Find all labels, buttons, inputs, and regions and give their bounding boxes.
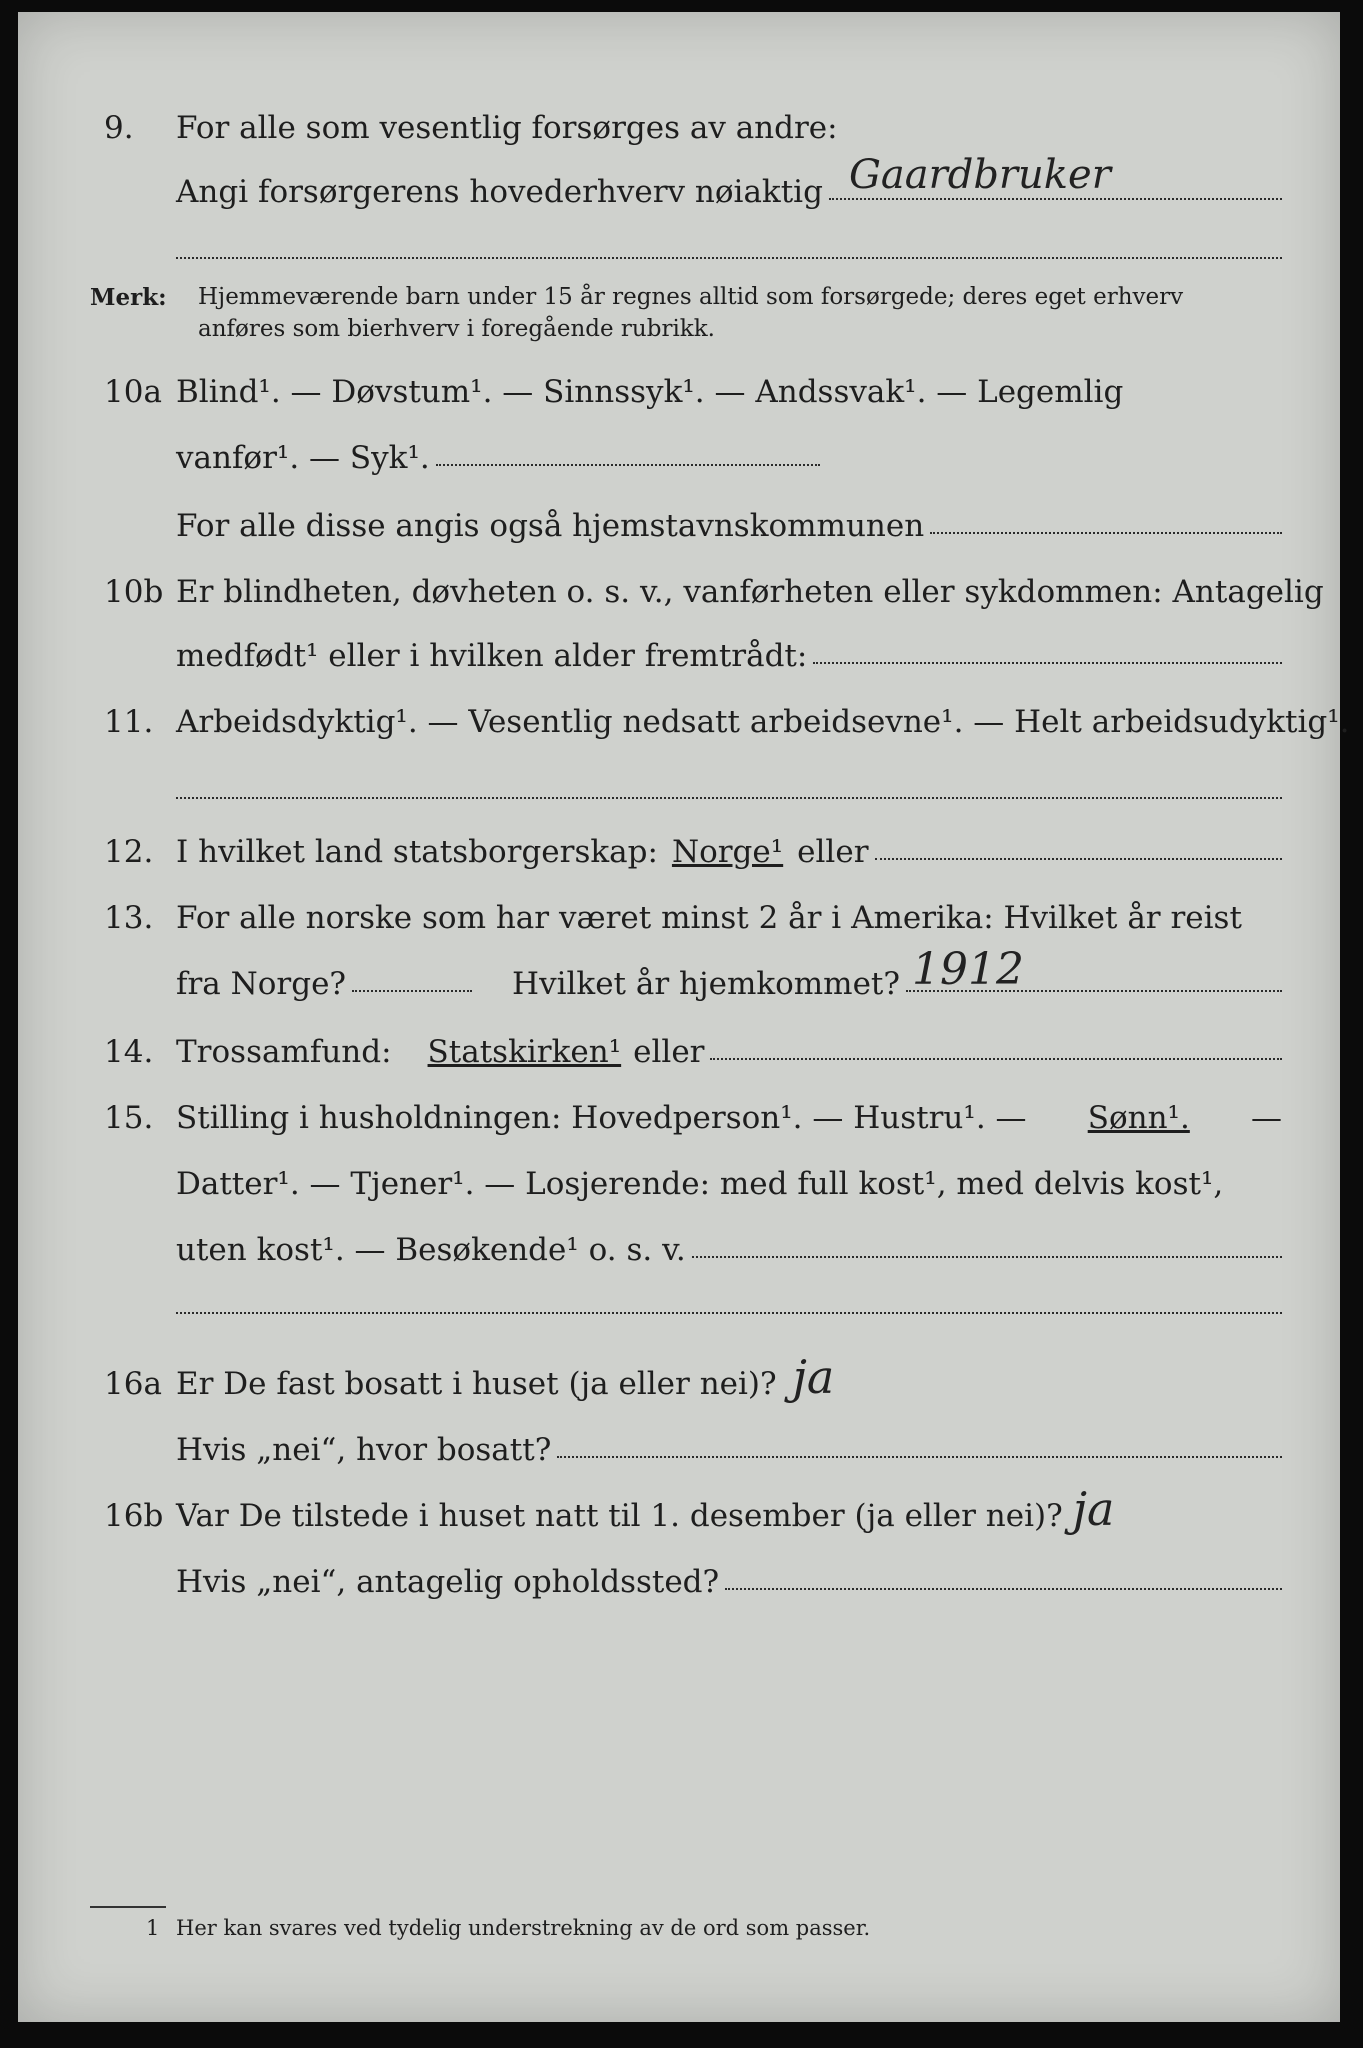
q15-line2: Datter¹. — Tjener¹. — Losjerende: med full kost¹, med delvis kost¹, xyxy=(176,1166,1224,1202)
q13-label-reist: fra Norge? xyxy=(176,966,347,1002)
census-form-page xyxy=(18,12,1350,2022)
q10a-line3 xyxy=(176,508,1282,544)
q15-extra-line xyxy=(176,1312,1282,1314)
q10b-line2-fill xyxy=(813,638,1282,664)
q13-answer: 1912 xyxy=(912,944,1024,995)
q10a-line1: Blind¹. — Døvstum¹. — Sinnssyk¹. — Andssvak¹. — Legemlig xyxy=(176,374,1124,410)
q10b-label2: medfødt¹ eller i hvilken alder fremtrådt: xyxy=(176,638,808,674)
q15-label3: uten kost¹. — Besøkende¹ o. s. v. xyxy=(176,1232,686,1268)
q16a-number: 16a xyxy=(104,1366,162,1402)
q15-line3 xyxy=(176,1232,1282,1268)
q15-number: 15. xyxy=(104,1100,154,1136)
q9-answer-line xyxy=(829,152,1282,200)
q16b-line2 xyxy=(176,1564,1282,1600)
q10a-line2 xyxy=(176,440,820,476)
q13-number: 13. xyxy=(104,900,154,936)
q10a-number: 10a xyxy=(104,374,162,410)
q11-line1: Arbeidsdyktig¹. — Vesentlig nedsatt arbeidsevne¹. — Helt arbeidsudyktig¹. xyxy=(176,704,1350,740)
q15-line1b: — xyxy=(1250,1100,1282,1136)
q16b-label1: Var De tilstede i huset natt til 1. desember (ja eller nei)? xyxy=(176,1498,1063,1534)
q14-label: Trossamfund: xyxy=(176,1034,392,1070)
footnote-mark: 1 xyxy=(146,1916,160,1940)
q12-line xyxy=(176,834,1282,870)
q12-eller: eller xyxy=(797,834,869,870)
q13-label-hjem: Hvilket år hjemkommet? xyxy=(512,966,901,1002)
q9-number: 9. xyxy=(104,110,134,146)
q14-fill xyxy=(710,1034,1282,1060)
q14-number: 14. xyxy=(104,1034,154,1070)
q15-line1a: Stilling i husholdningen: Hovedperson¹. — Hustru¹. — xyxy=(176,1100,1027,1136)
footnote-text: Her kan svares ved tydelig understrekning av de ord som passer. xyxy=(176,1916,871,1940)
q14-line xyxy=(176,1034,1282,1070)
q16b-answer: ja xyxy=(1072,1482,1115,1536)
q11-answer-line xyxy=(176,797,1282,799)
q16b-line1 xyxy=(176,1482,1282,1536)
q16a-label2: Hvis „nei“, hvor bosatt? xyxy=(176,1432,552,1468)
q16a-label1: Er De fast bosatt i huset (ja eller nei)? xyxy=(176,1366,777,1402)
q10a-line2-fill xyxy=(436,440,820,466)
q16b-fill xyxy=(725,1564,1282,1590)
q12-label: I hvilket land statsborgerskap: xyxy=(176,834,658,870)
q9-line1: For alle som vesentlig forsørges av andre: xyxy=(176,110,838,146)
q15-line1 xyxy=(176,1100,1282,1136)
q13-reist-fill xyxy=(352,966,472,992)
q10b-number: 10b xyxy=(104,574,164,610)
q11-number: 11. xyxy=(104,704,154,740)
q12-fill xyxy=(875,834,1282,860)
q16a-line1 xyxy=(176,1350,1282,1404)
q16b-label2: Hvis „nei“, antagelig opholdssted? xyxy=(176,1564,720,1600)
q10b-line2 xyxy=(176,638,1282,674)
q15-line3-fill xyxy=(692,1232,1282,1258)
q13-line2 xyxy=(176,944,1282,1002)
q13-line1: For alle norske som har været minst 2 år i Amerika: Hvilket år reist xyxy=(176,900,1242,936)
q10a-label3: For alle disse angis også hjemstavnskommunen xyxy=(176,508,925,544)
q14-statskirken: Statskirken¹ xyxy=(427,1034,622,1070)
q13-hjem-fill xyxy=(906,944,1282,995)
q16a-fill xyxy=(557,1432,1282,1458)
q16a-answer: ja xyxy=(792,1350,835,1404)
q10a-line3-fill xyxy=(930,508,1282,534)
q16a-line2 xyxy=(176,1432,1282,1468)
q16b-number: 16b xyxy=(104,1498,164,1534)
q10a-label2: vanfør¹. — Syk¹. xyxy=(176,440,430,476)
q12-norge: Norge¹ xyxy=(671,834,784,870)
merk-line1: Hjemmeværende barn under 15 år regnes alltid som forsørgede; deres eget erhverv xyxy=(198,284,1184,310)
q14-eller: eller xyxy=(633,1034,705,1070)
q10b-line1: Er blindheten, døvheten o. s. v., vanførheten eller sykdommen: Antagelig xyxy=(176,574,1324,610)
merk-label: Merk: xyxy=(90,284,167,311)
q12-number: 12. xyxy=(104,834,154,870)
q9-label: Angi forsørgerens hovederhverv nøiaktig xyxy=(176,174,823,210)
q9-line2 xyxy=(176,152,1282,210)
footnote-rule xyxy=(90,1906,166,1908)
merk-line2: anføres som bierhverv i foregående rubrikk. xyxy=(198,316,715,342)
q9-extra-line xyxy=(176,257,1282,259)
q15-sonn: Sønn¹. xyxy=(1087,1100,1190,1136)
q9-answer: Gaardbruker xyxy=(848,152,1111,198)
